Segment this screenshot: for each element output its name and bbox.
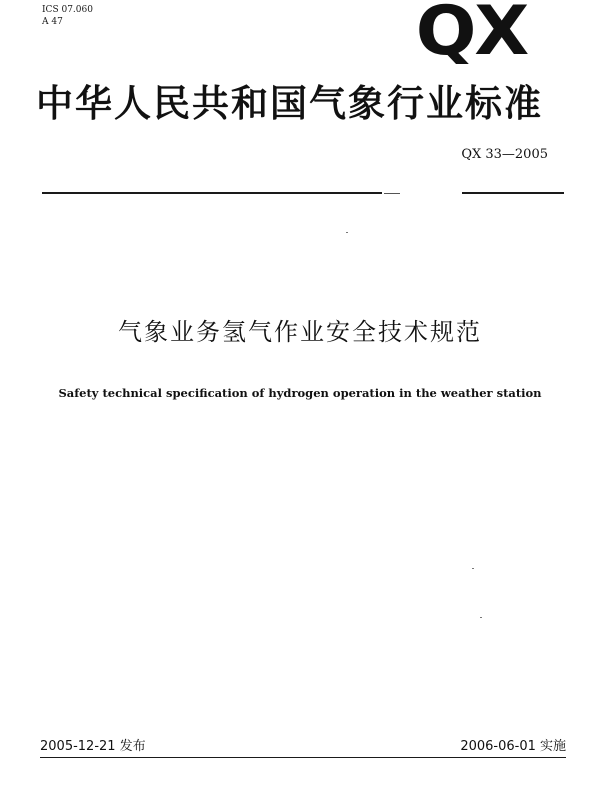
footer-rule: [40, 757, 566, 758]
standard-number: QX 33—2005: [461, 147, 548, 162]
header-rule-right: [462, 192, 564, 194]
ccs-code: A 47: [42, 17, 63, 27]
header-rule-fragment: [384, 193, 400, 194]
document-title-chinese: 气象业务氢气作业安全技术规范: [118, 318, 482, 346]
header-rule: [42, 192, 382, 194]
publish-date: 2005-12-21 发布: [40, 739, 146, 754]
scan-speck: [480, 617, 482, 618]
ics-code: ICS 07.060: [42, 5, 93, 15]
standard-category-heading: 中华人民共和国气象行业标准: [36, 82, 543, 125]
qx-logo: QX: [415, 0, 527, 71]
scan-speck: [472, 568, 474, 569]
implement-date: 2006-06-01 实施: [460, 739, 566, 754]
document-title-english: Safety technical specification of hydrogen operation in the weather station: [58, 386, 542, 400]
scan-speck: [346, 232, 348, 233]
